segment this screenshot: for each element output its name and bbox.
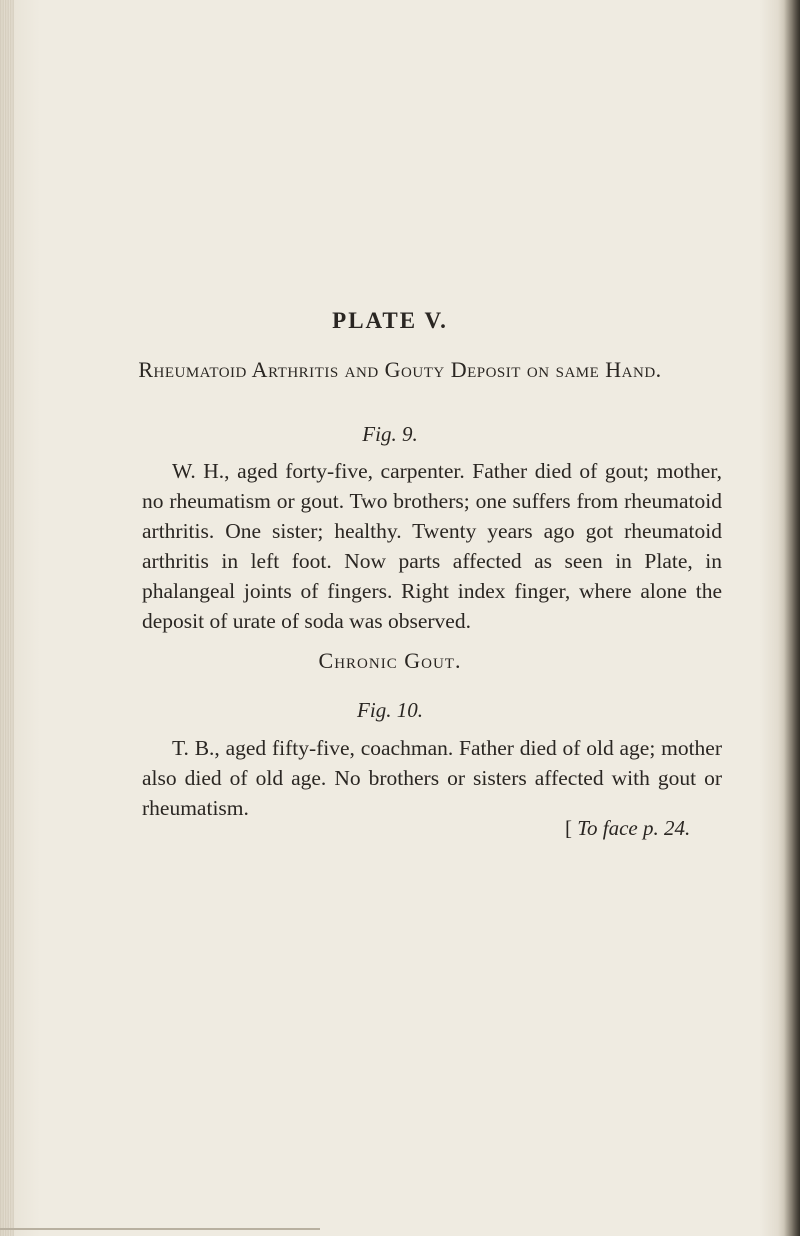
fig-10-description: T. B., aged fifty-five, coachman. Father died of old age; mother also died of old age. No brothers or sisters affected with gout or rheumatism.	[142, 736, 722, 820]
binding-gutter	[0, 0, 14, 1236]
note-text: To face p. 24.	[577, 816, 691, 840]
facing-page-note	[565, 816, 690, 841]
chronic-gout-heading: Chronic Gout.	[318, 648, 462, 673]
plate-subtitle: Rheumatoid Arthritis and Gouty Deposit on same Hand.	[138, 357, 662, 382]
note-bracket: [	[565, 816, 572, 840]
fig-9-label: Fig. 9.	[362, 422, 418, 446]
page-edge-shadow	[784, 0, 800, 1236]
fig-9-description: W. H., aged forty-five, carpenter. Father died of gout; mother, no rheumatism or gout. Two brothers; one suffers from rheumatoid arthritis. One sister; healthy. Twenty years ago got rheumatoid arthritis in left foot. Now parts affected as seen in Plate, in phalangeal joints of fingers. Right index finger, where alone the deposit of urate of soda was observed.	[142, 459, 722, 633]
bottom-rule	[0, 1228, 320, 1230]
plate-title: PLATE V.	[332, 308, 448, 333]
fig-10-label: Fig. 10.	[357, 698, 423, 722]
